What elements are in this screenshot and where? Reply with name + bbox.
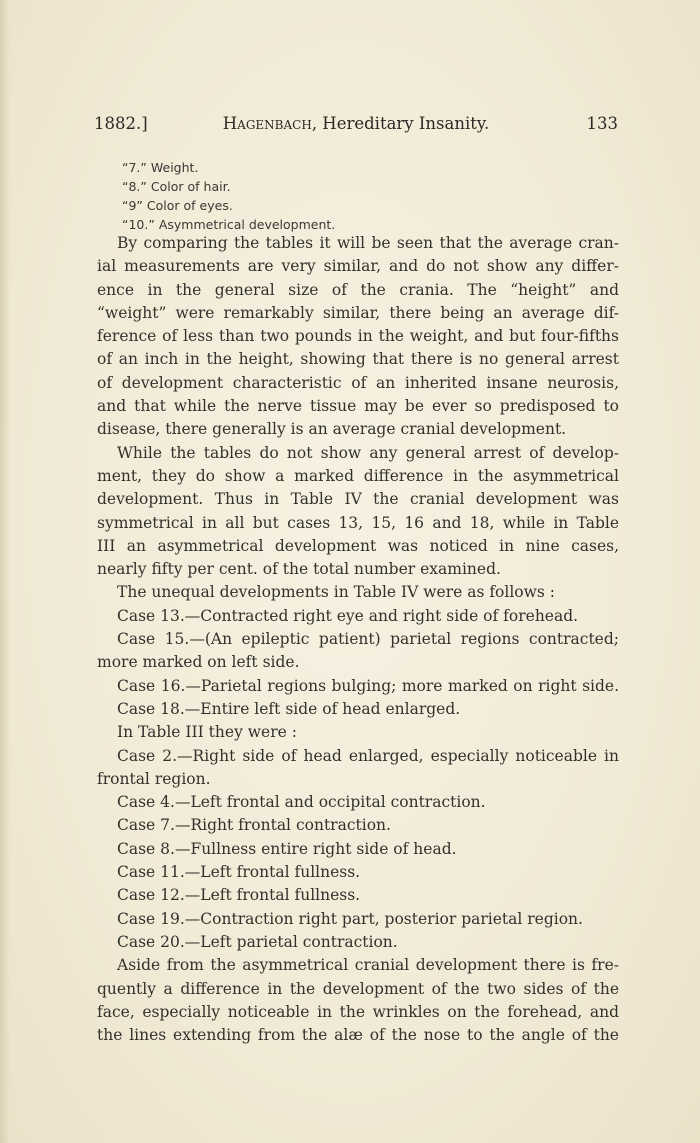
list-item-text: Color of hair. [150, 179, 231, 194]
text-line: quently a difference in the development of the two sides of the [97, 979, 619, 998]
running-header [94, 114, 618, 140]
text-line: Case 2.—Right side of head enlarged, especially noticeable in [117, 746, 619, 765]
text-line: ial measurements are very similar, and do not show any differ- [97, 257, 619, 276]
text-line: symmetrical in all but cases 13, 15, 16 and 18, while in Table [97, 513, 619, 532]
text-line: development. Thus in Table IV the cranial development was [97, 490, 619, 509]
list-item-text: Asymmetrical development. [158, 217, 336, 232]
text-line: Case 13.—Contracted right eye and right side of forehead. [117, 606, 579, 625]
text-line: of an inch in the height, showing that there is no general arrest [97, 350, 619, 369]
text-line: face, especially noticeable in the wrinkles on the forehead, and [97, 1002, 619, 1021]
text-line: and that while the nerve tissue may be ever so predisposed to [97, 397, 619, 416]
text-line: In Table III they were : [117, 723, 297, 742]
text-line: “weight” were remarkably similar, there being an average dif- [97, 303, 619, 322]
text-line: Case 11.—Left frontal fullness. [117, 863, 361, 882]
header-year: 1882.] [94, 114, 148, 133]
body-text [97, 232, 619, 1047]
text-line: more marked on left side. [97, 653, 300, 672]
text-line: ference of less than two pounds in the weight, and but four-fifths [97, 327, 619, 346]
text-line: ment, they do show a marked difference in the asymmetrical [97, 466, 619, 485]
text-line: While the tables do not show any general arrest of develop- [117, 443, 619, 462]
text-line: disease, there generally is an average cranial development. [97, 420, 567, 439]
text-line: Case 20.—Left parietal contraction. [117, 932, 398, 951]
text-line: Case 4.—Left frontal and occipital contraction. [117, 793, 486, 812]
text-line: of development characteristic of an inherited insane neurosis, [97, 373, 619, 392]
text-line: Case 19.—Contraction right part, posterior parietal region. [117, 909, 583, 928]
header-title [94, 114, 618, 133]
list-item-number: “7.” [122, 160, 147, 175]
list-item-number: “10.” [122, 217, 155, 232]
page-number: 133 [586, 114, 618, 133]
text-line: Case 8.—Fullness entire right side of head. [117, 839, 457, 858]
header-author-rest: agenbach [237, 114, 312, 133]
text-line: Aside from the asymmetrical cranial development there is fre- [117, 956, 619, 975]
list-item [122, 158, 335, 177]
text-line: III an asymmetrical development was noticed in nine cases, [97, 536, 619, 555]
list-item [122, 196, 335, 215]
text-line: the lines extending from the alæ of the nose to the angle of the [97, 1026, 619, 1045]
list-item [122, 177, 335, 196]
header-title-text: , Hereditary Insanity. [311, 114, 490, 133]
text-line: frontal region. [97, 769, 211, 788]
header-author-initial: H [222, 114, 238, 133]
list-item-number: “9” [122, 198, 143, 213]
text-line: Case 15.—(An epileptic patient) parietal regions contracted; [117, 630, 619, 649]
text-line: Case 12.—Left frontal fullness. [117, 886, 361, 905]
list-item-number: “8.” [122, 179, 147, 194]
text-line: The unequal developments in Table IV were as follows : [117, 583, 556, 602]
variable-list [122, 158, 335, 234]
list-item-text: Color of eyes. [146, 198, 233, 213]
text-line: Case 16.—Parietal regions bulging; more marked on right side. [117, 676, 619, 695]
text-line: Case 18.—Entire left side of head enlarged. [117, 699, 461, 718]
text-line: ence in the general size of the crania. The “height” and [97, 280, 619, 299]
text-line: By comparing the tables it will be seen that the average cran- [117, 234, 619, 252]
text-line: Case 7.—Right frontal contraction. [117, 816, 391, 835]
list-item-text: Weight. [150, 160, 199, 175]
text-line: nearly fifty per cent. of the total number examined. [97, 560, 501, 579]
page-binding-shadow [0, 0, 10, 1143]
